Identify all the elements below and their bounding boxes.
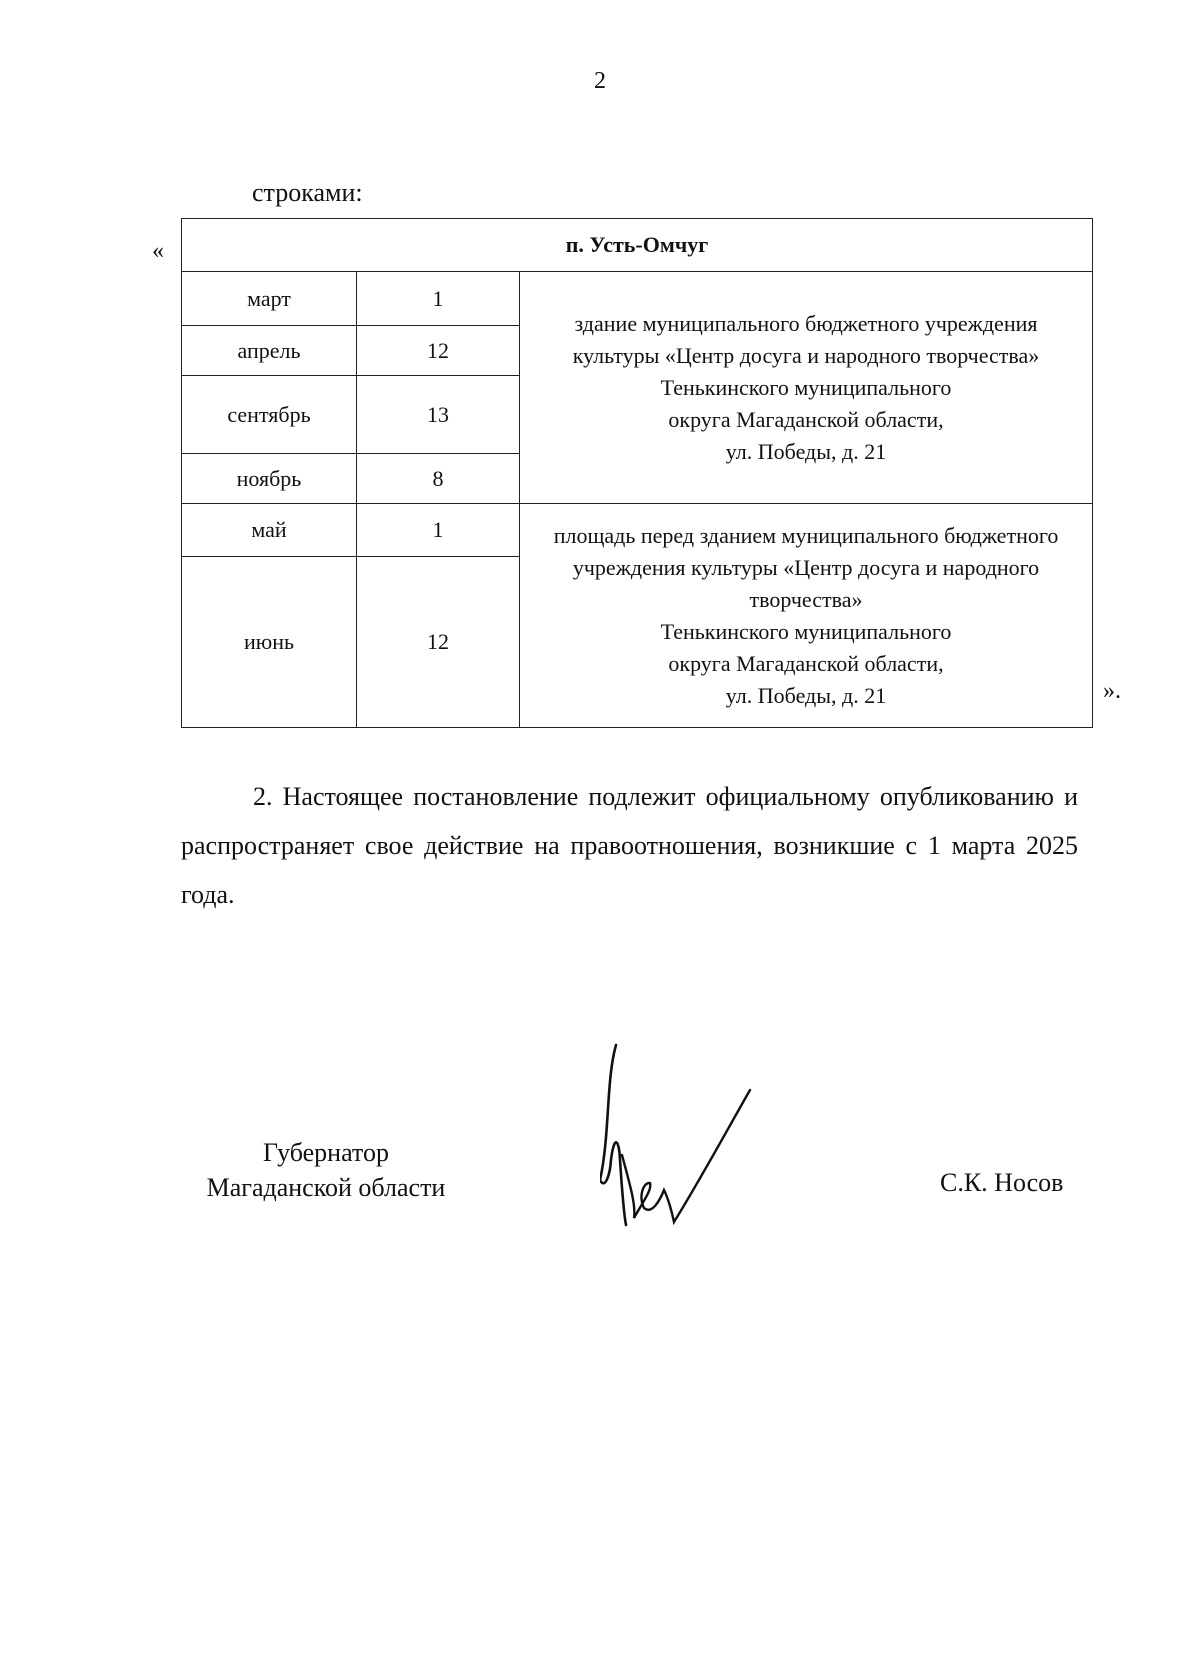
day-cell: 1 [357, 272, 520, 326]
day-cell: 8 [357, 454, 520, 504]
location-line: округа Магаданской области, [668, 406, 944, 432]
day-cell: 1 [357, 504, 520, 557]
body-paragraph: 2. Настоящее постановление подлежит официальному опубликованию и распространяет свое действие на правоотношения, возникшие с 1 марта 2025 года. [181, 782, 1078, 909]
location-line: здание муниципального бюджетного учреждения [574, 310, 1038, 336]
closing-quote: ». [1103, 678, 1121, 704]
location-line: Тенькинского муниципального [660, 374, 952, 400]
month-cell: ноябрь [182, 454, 357, 504]
signatory-title-line: Губернатор [263, 1138, 389, 1167]
location-cell [520, 272, 1093, 504]
location-line: Тенькинского муниципального [660, 618, 952, 644]
opening-quote: « [152, 238, 164, 264]
table-row [182, 272, 1093, 326]
location-line: культуры «Центр досуга и народного творчества» [572, 342, 1040, 368]
month-cell: март [182, 272, 357, 326]
day-cell: 13 [357, 376, 520, 454]
location-line: ул. Победы, д. 21 [725, 438, 887, 464]
schedule-table [181, 218, 1093, 728]
page-number: 2 [594, 68, 606, 94]
table-row [182, 504, 1093, 557]
location-line: ул. Победы, д. 21 [725, 682, 887, 708]
month-cell: май [182, 504, 357, 557]
signatory-name: С.К. Носов [940, 1168, 1064, 1197]
intro-text: строками: [252, 178, 363, 207]
location-line: учреждения культуры «Центр досуга и народного [572, 554, 1040, 580]
month-cell: сентябрь [182, 376, 357, 454]
signatory-title-line: Магаданской области [206, 1173, 446, 1202]
location-line: творчества» [749, 586, 863, 612]
handwritten-signature [600, 1040, 800, 1240]
day-cell: 12 [357, 326, 520, 376]
day-cell: 12 [357, 557, 520, 728]
location-line: площадь перед зданием муниципального бюджетного [553, 522, 1059, 548]
month-cell: апрель [182, 326, 357, 376]
month-cell: июнь [182, 557, 357, 728]
signatory-title [190, 1135, 462, 1205]
settlement-title: п. Усть-Омчуг [182, 219, 1093, 272]
table-header-row [182, 219, 1093, 272]
location-line: округа Магаданской области, [668, 650, 944, 676]
location-cell [520, 504, 1093, 728]
